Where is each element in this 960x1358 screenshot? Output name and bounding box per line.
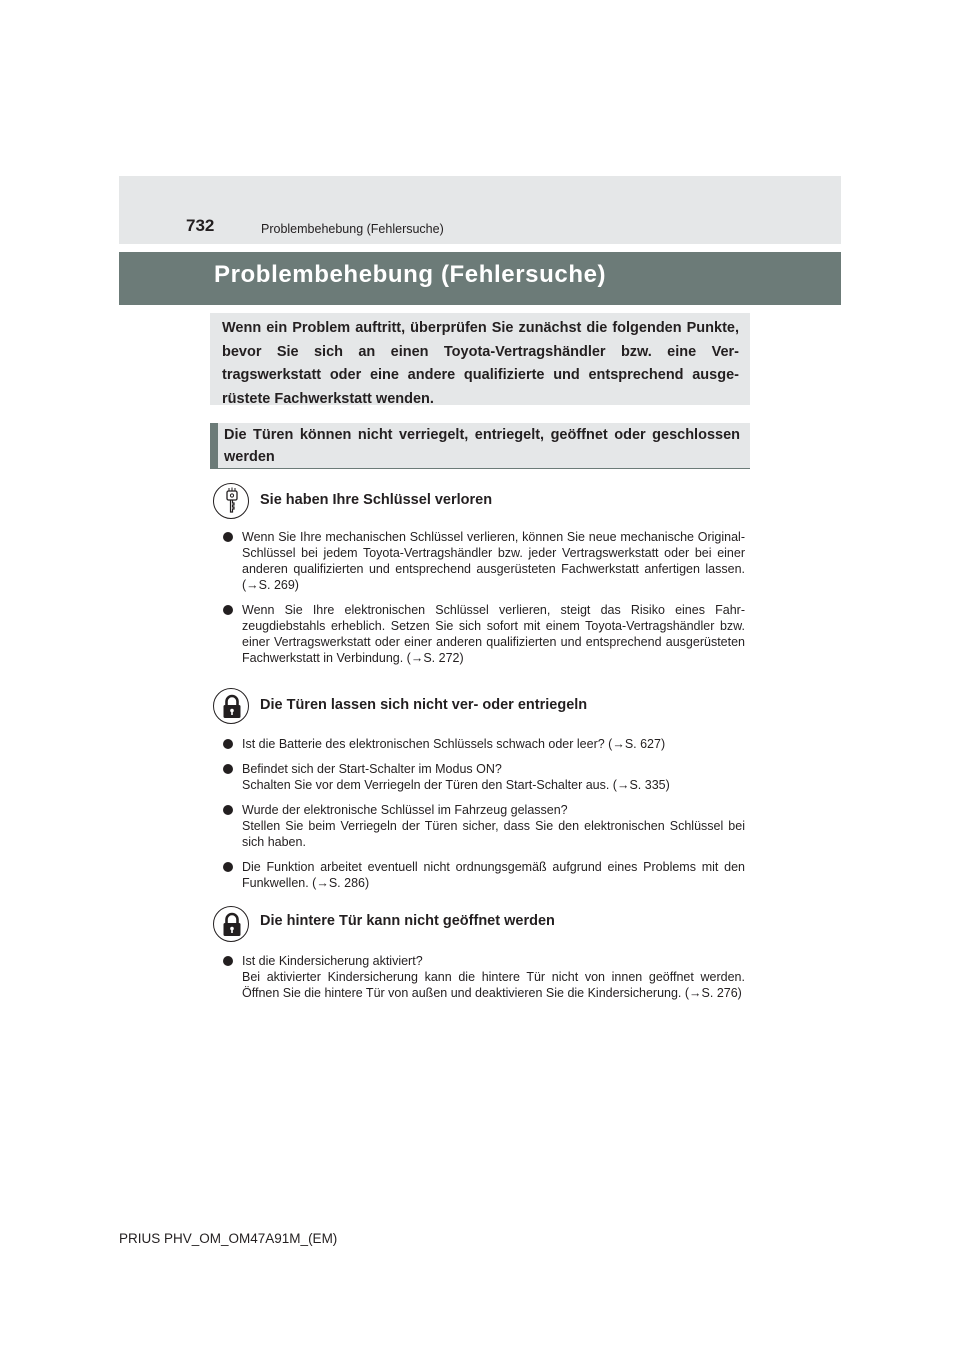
list-item: Ist die Kindersicherung aktiviert? Bei aktivierter Kindersicherung kann die hintere Tür nicht von innen geöffnet werden. Öffnen Sie die hintere Tür von außen und deaktivieren Sie die Kindersicherung. (→S. 276) bbox=[223, 953, 745, 1001]
list-item: Wenn Sie Ihre mechanischen Schlüssel verlieren, können Sie neue mechanische Original-Schlüssel bei jedem Toyota-Vertragshändler bzw. jeder Vertragswerkstatt oder bei einer anderen qualifizierten und entsprechend ausgerüsteten Fachwerkstatt anfertigen lassen. (→S. 269) bbox=[223, 529, 745, 593]
bullet-list bbox=[223, 736, 745, 900]
list-item: Befindet sich der Start-Schalter im Modus ON? Schalten Sie vor dem Verriegeln der Türen den Start-Schalter aus. (→S. 335) bbox=[223, 761, 745, 793]
header-band bbox=[119, 176, 841, 244]
bullet-list bbox=[223, 953, 745, 1010]
key-icon bbox=[213, 483, 249, 519]
list-item: Wenn Sie Ihre elektronischen Schlüssel verlieren, steigt das Risiko eines Fahrzeugdiebstahls erheblich. Setzen Sie sich sofort mit einem Toyota-Vertragshändler bzw. einer Vertragswerkstatt oder einer anderen qualifizierten und entsprechend ausgerüsteten Fachwerkstatt in Verbindung. (→S. 272) bbox=[223, 602, 745, 666]
subsection-heading: Die Türen lassen sich nicht ver- oder entriegeln bbox=[260, 697, 588, 713]
running-head: Problembehebung (Fehlersuche) bbox=[261, 222, 444, 236]
bullet-list bbox=[223, 529, 745, 675]
title-band bbox=[119, 252, 841, 305]
subsection-heading: Die hintere Tür kann nicht geöffnet werden bbox=[260, 913, 555, 929]
page-number: 732 bbox=[186, 216, 215, 235]
intro-box: Wenn ein Problem auftritt, überprüfen Sie zunächst die folgenden Punkte, bevor Sie sich an einen Toyota-Vertragshändler bzw. eine Vertragswerkstatt oder eine andere qualifizierte und entsprechend ausgerüstete Fachwerkstatt wenden. bbox=[210, 313, 750, 405]
list-item: Die Funktion arbeitet eventuell nicht ordnungsgemäß aufgrund eines Problems mit den Funkwellen. (→S. 286) bbox=[223, 859, 745, 891]
padlock-icon bbox=[213, 906, 249, 942]
list-item: Ist die Batterie des elektronischen Schlüssels schwach oder leer? (→S. 627) bbox=[223, 736, 745, 752]
section-heading: Die Türen können nicht verriegelt, entriegelt, geöffnet oder geschlossen werden bbox=[210, 423, 750, 469]
footer-model-code: PRIUS PHV_OM_OM47A91M_(EM) bbox=[119, 1231, 338, 1246]
subsection-heading: Sie haben Ihre Schlüssel verloren bbox=[260, 492, 493, 508]
page-title: Problembehebung (Fehlersuche) bbox=[214, 261, 607, 288]
list-item: Wurde der elektronische Schlüssel im Fahrzeug gelassen? Stellen Sie beim Verriegeln der Türen sicher, dass Sie den elektronischen Schlüssel bei sich haben. bbox=[223, 802, 745, 850]
padlock-icon bbox=[213, 688, 249, 724]
